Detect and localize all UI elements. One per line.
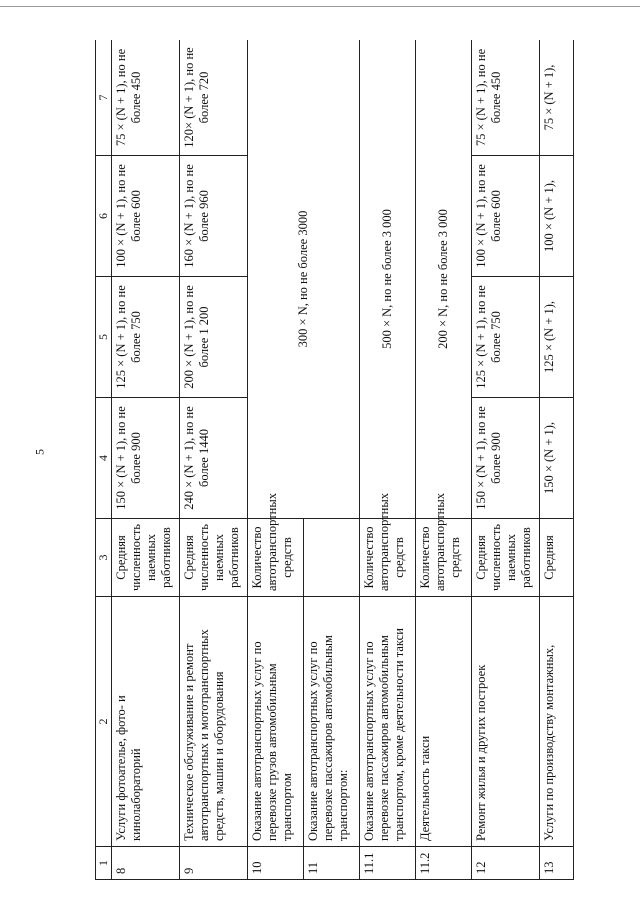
service-cell: Техническое обслуживание и ремонт автотранспортных и мототранспортных средств, машин и оборудования (179, 597, 247, 847)
value-cell: 100 × (N + 1), но не более 600 (111, 156, 179, 277)
value-cell: 100 × (N + 1), но не более 600 (471, 156, 539, 277)
indicator-cell: Средняя численность наемных работников (111, 519, 179, 597)
merged-value-cell: 200 × N, но не более 3 000 (415, 40, 471, 519)
value-cell: 150 × (N + 1), но не более 900 (111, 398, 179, 519)
rotated-table-wrapper (95, 40, 615, 880)
indicator-cell: Средняя (539, 519, 573, 597)
value-cell: 100 × (N + 1), (539, 156, 573, 277)
row-number: 11.2 (415, 847, 471, 880)
value-cell: 120× (N + 1), но не более 720 (179, 40, 247, 156)
service-cell: Деятельность такси (415, 597, 471, 847)
header-cell: 2 (96, 597, 112, 847)
merged-value-cell: 300 × N, но не более 3000 (247, 40, 359, 519)
indicator-cell (303, 519, 359, 597)
service-cell: Оказание автотранспортных услуг по перевозке грузов автомобильным транспортом (247, 597, 303, 847)
service-cell: Оказание автотранспортных услуг по перевозке пассажиров автомобильным транспортом: (303, 597, 359, 847)
row-number: 9 (179, 847, 247, 880)
value-cell: 200 × (N + 1), но не более 1 200 (179, 277, 247, 398)
header-cell: 1 (96, 847, 112, 880)
service-cell: Ремонт жилья и других построек (471, 597, 539, 847)
value-cell: 125 × (N + 1), но не более 750 (111, 277, 179, 398)
table-row (247, 40, 303, 880)
row-number: 13 (539, 847, 573, 880)
service-cell: Услуги по производству монтажных, (539, 597, 573, 847)
table-row (111, 40, 179, 880)
indicator-cell: Средняя численность наемных работников (471, 519, 539, 597)
row-number: 8 (111, 847, 179, 880)
merged-value-cell: 500 × N, но не более 3 000 (359, 40, 415, 519)
table-row (415, 40, 471, 880)
value-cell: 150 × (N + 1), но не более 900 (471, 398, 539, 519)
value-cell: 75 × (N + 1), но не более 450 (111, 40, 179, 156)
value-cell: 75 × (N + 1), но не более 450 (471, 40, 539, 156)
row-number: 11 (303, 847, 359, 880)
value-cell: 125 × (N + 1), но не более 750 (471, 277, 539, 398)
value-cell: 160 × (N + 1), но не более 960 (179, 156, 247, 277)
header-cell: 6 (96, 156, 112, 277)
value-cell: 150 × (N + 1), (539, 398, 573, 519)
indicator-cell: Количество автотранспортных средств (415, 519, 471, 597)
service-cell: Оказание автотранспортных услуг по перевозке пассажиров автомобильным транспортом, кроме деятельности такси (359, 597, 415, 847)
header-cell: 5 (96, 277, 112, 398)
table-row (179, 40, 247, 880)
indicator-cell: Количество автотранспортных средств (359, 519, 415, 597)
header-cell: 3 (96, 519, 112, 597)
header-cell: 7 (96, 40, 112, 156)
top-rule (0, 6, 640, 7)
header-cell: 4 (96, 398, 112, 519)
row-number: 10 (247, 847, 303, 880)
value-cell: 125 × (N + 1), (539, 277, 573, 398)
row-number: 12 (471, 847, 539, 880)
indicator-cell: Количество автотранспортных средств (247, 519, 303, 597)
value-cell: 240 × (N + 1), но не более 1440 (179, 398, 247, 519)
table-viewport (95, 40, 615, 880)
table-row (471, 40, 539, 880)
indicator-cell: Средняя численность наемных работников (179, 519, 247, 597)
page-number: 5 (32, 449, 47, 455)
value-cell: 75 × (N + 1), (539, 40, 573, 156)
header-row (96, 40, 112, 880)
service-cell: Услуги фотоателье, фото- и кинолабораторий (111, 597, 179, 847)
tariff-table (95, 40, 574, 880)
row-number: 11.1 (359, 847, 415, 880)
table-row (359, 40, 415, 880)
table-row (539, 40, 573, 880)
